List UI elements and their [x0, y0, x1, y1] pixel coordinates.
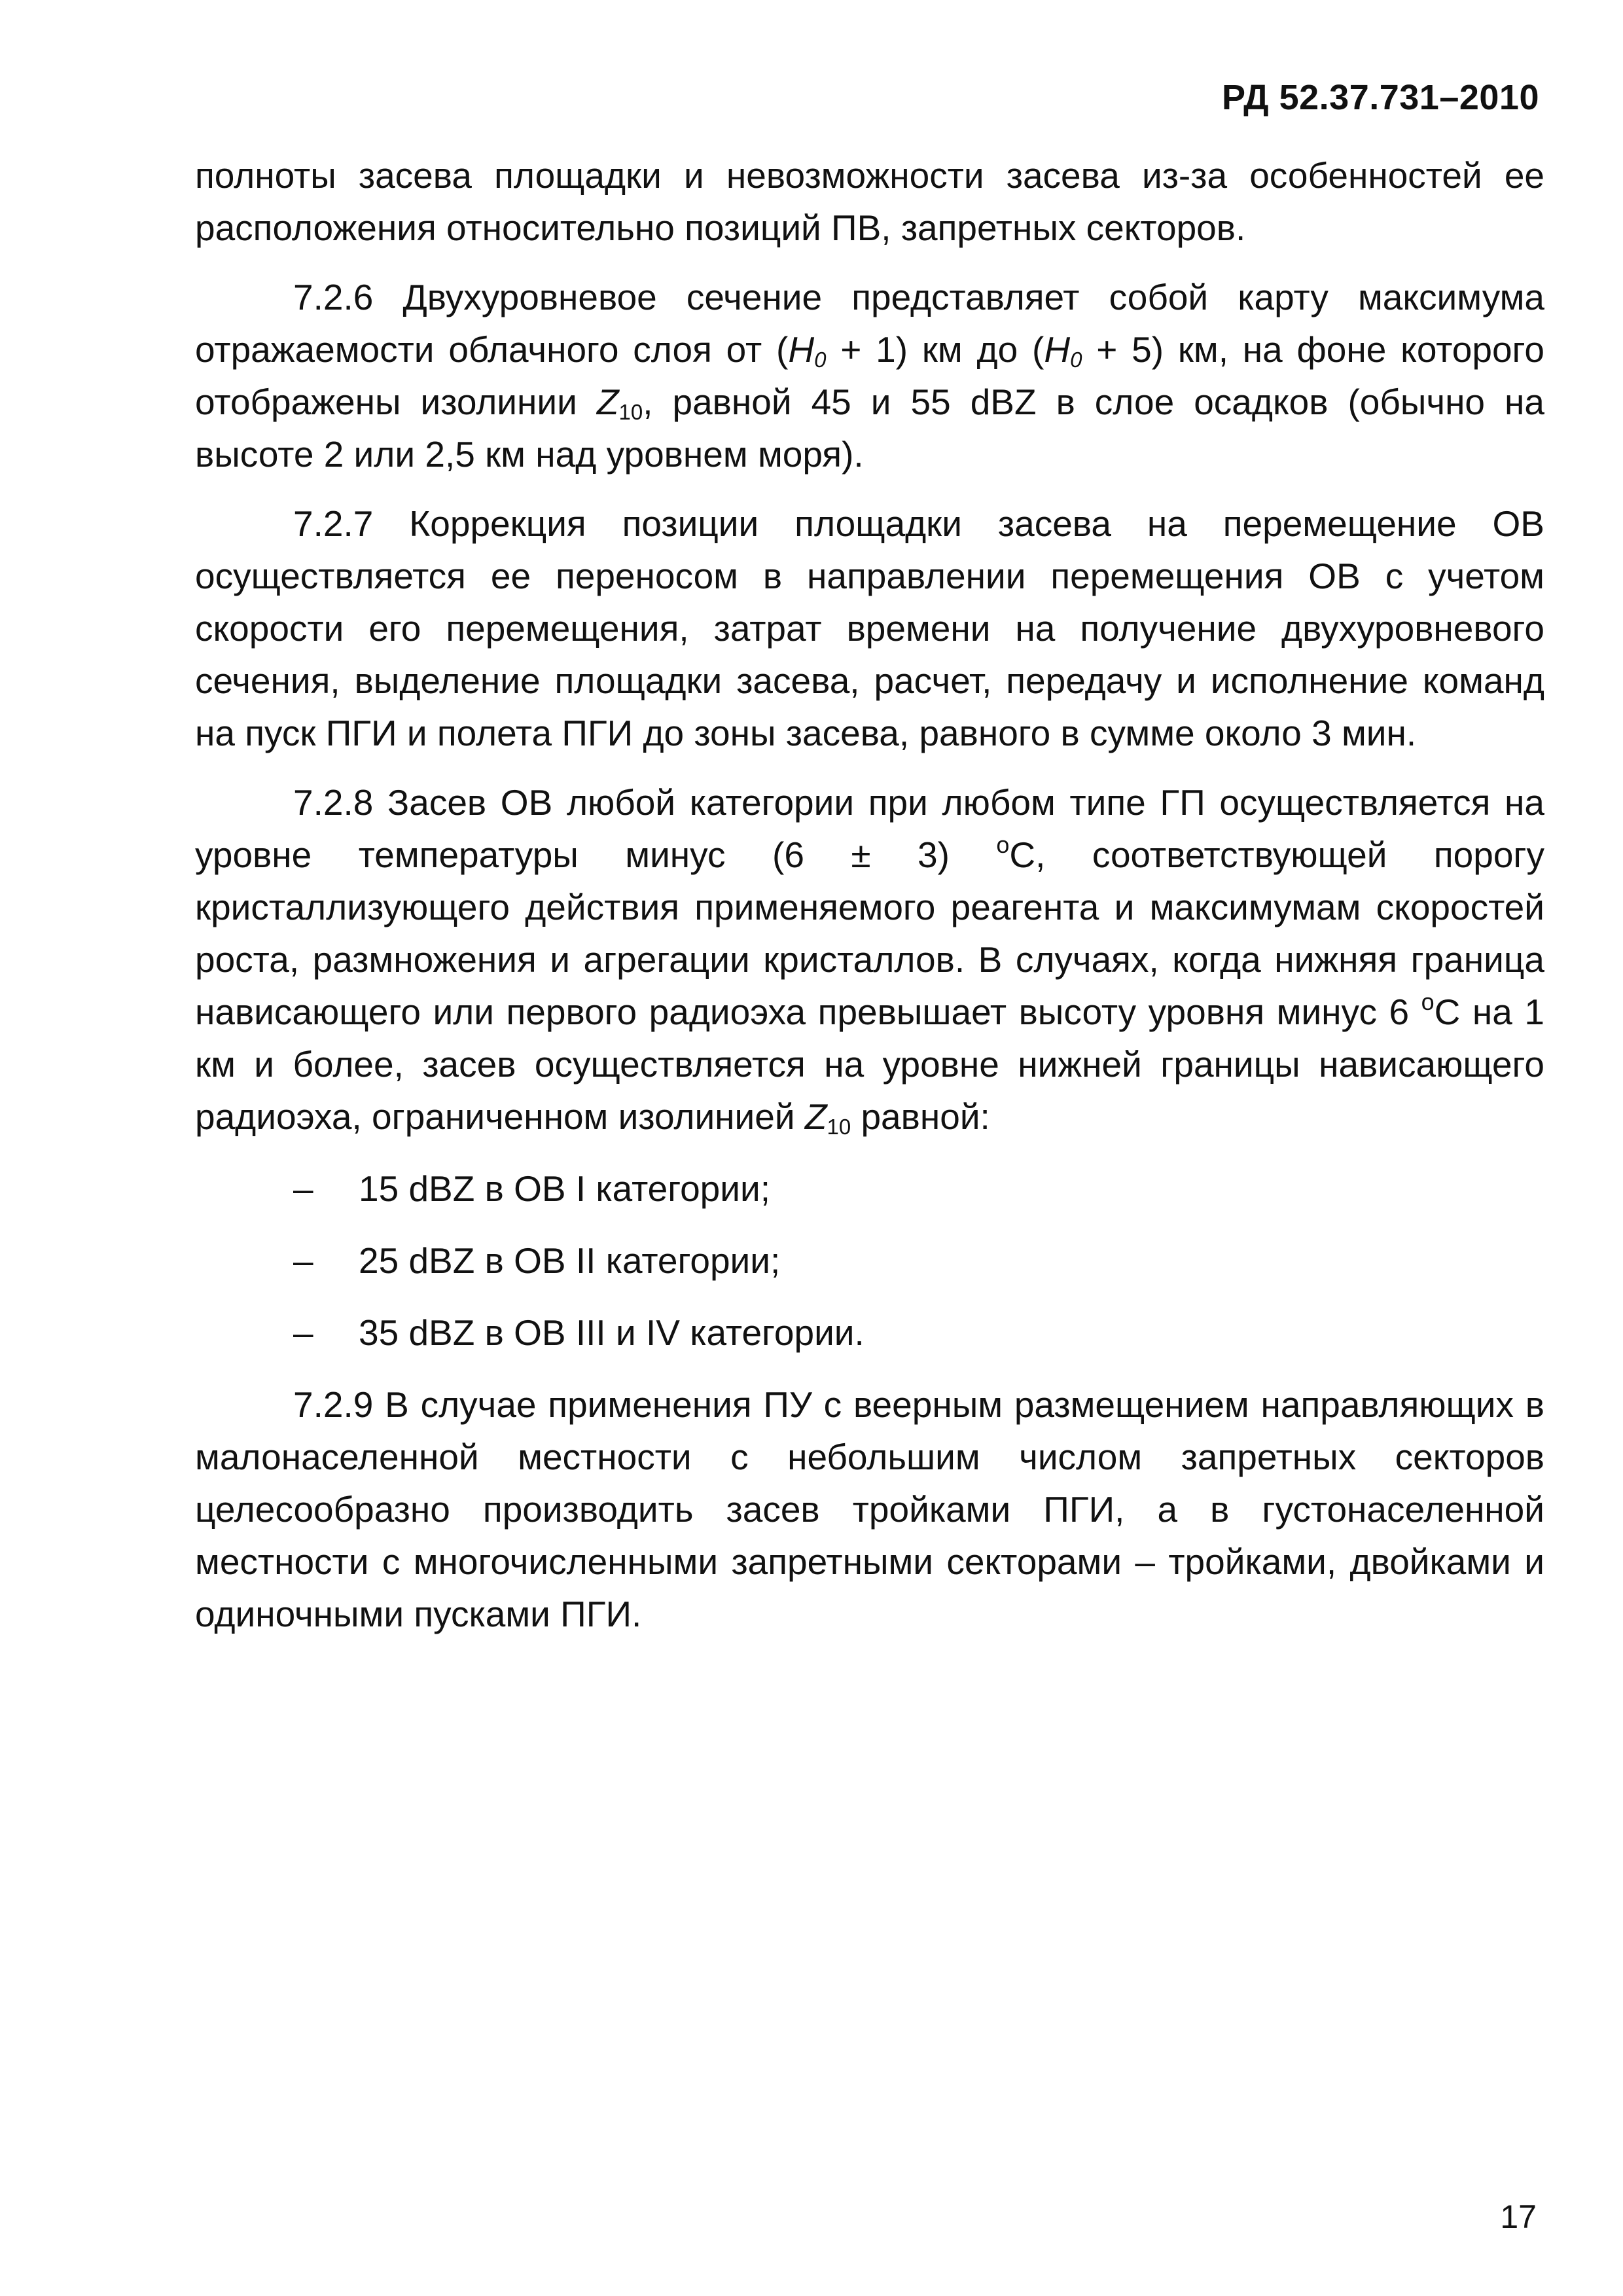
- p726-text-3: + 5) км, на фоне которого отображены изолинии: [195, 329, 1544, 422]
- dash-marker: –: [293, 1168, 313, 1209]
- paragraph-7-2-8: [195, 776, 1544, 1143]
- paragraph-continued: полноты засева площадки и невозможности засева из-за особенностей ее расположения относительно позиций ПВ, запретных секторов.: [195, 155, 1544, 248]
- paragraph-7-2-9: 7.2.9 В случае применения ПУ с веерным размещением направляющих в малонаселенной местности с небольшим числом запретных секторов целесообразно производить засев тройками ПГИ, а в густонаселенной местности с многочисленными запретными секторами – тройками, двойками и одиночными пусками ПГИ.: [195, 1384, 1544, 1634]
- page-content: [195, 149, 1544, 1657]
- p728-text-2: С, соответствующей порогу кристаллизующего действия применяемого реагента и максимумам скоростей роста, размножения и агрегации кристаллов. В случаях, когда нижняя граница нависающего или первого радиоэха превышает высоту уровня минус 6: [195, 834, 1544, 1032]
- h-variable-2: H: [1044, 329, 1071, 370]
- degree-sign-2: о: [1421, 988, 1435, 1015]
- dash-marker: –: [293, 1312, 313, 1353]
- p726-text-2: + 1) км до (: [826, 329, 1044, 370]
- list-item-text: 15 dBZ в ОВ I категории;: [359, 1168, 770, 1209]
- list-item-text: 25 dBZ в ОВ II категории;: [359, 1240, 781, 1281]
- paragraph-7-2-6: [195, 271, 1544, 480]
- z-variable-2: Z: [804, 1096, 827, 1137]
- list-item: [195, 1234, 1544, 1287]
- p726-text-1: 7.2.6 Двухуровневое сечение представляет собой карту максимума отражаемости облачного слоя от (: [195, 277, 1544, 370]
- p728-text-4: равной:: [851, 1096, 990, 1137]
- page-number: 17: [1500, 2198, 1537, 2235]
- p726-text-4: , равной 45 и 55 dBZ в слое осадков (обычно на высоте 2 или 2,5 км над уровнем моря).: [195, 382, 1544, 475]
- h-subscript-2: 0: [1070, 348, 1082, 372]
- z-subscript-2: 10: [827, 1115, 851, 1139]
- degree-sign: о: [996, 831, 1010, 858]
- z-subscript: 10: [618, 400, 643, 424]
- dash-marker: –: [293, 1240, 313, 1281]
- list-item: [195, 1162, 1544, 1215]
- document-id-header: РД 52.37.731–2010: [1222, 78, 1539, 117]
- p728-text-1: 7.2.8 Засев ОВ любой категории при любом типе ГП осуществляется на уровне температуры минус (6 ± 3): [195, 782, 1544, 875]
- h-subscript: 0: [814, 348, 827, 372]
- z-variable: Z: [596, 382, 619, 422]
- h-variable: H: [788, 329, 815, 370]
- list-item: [195, 1306, 1544, 1359]
- paragraph-7-2-7: 7.2.7 Коррекция позиции площадки засева на перемещение ОВ осуществляется ее переносом в направлении перемещения ОВ с учетом скорости его перемещения, затрат времени на получение двухуровневого сечения, выделение площадки засева, расчет, передачу и исполнение команд на пуск ПГИ и полета ПГИ до зоны засева, равного в сумме около 3 мин.: [195, 503, 1544, 753]
- p728-text-3: С на 1 км и более, засев осуществляется на уровне нижней границы нависающего радиоэха, ограниченном изолинией: [195, 992, 1544, 1137]
- list-item-text: 35 dBZ в ОВ III и IV категории.: [359, 1312, 865, 1353]
